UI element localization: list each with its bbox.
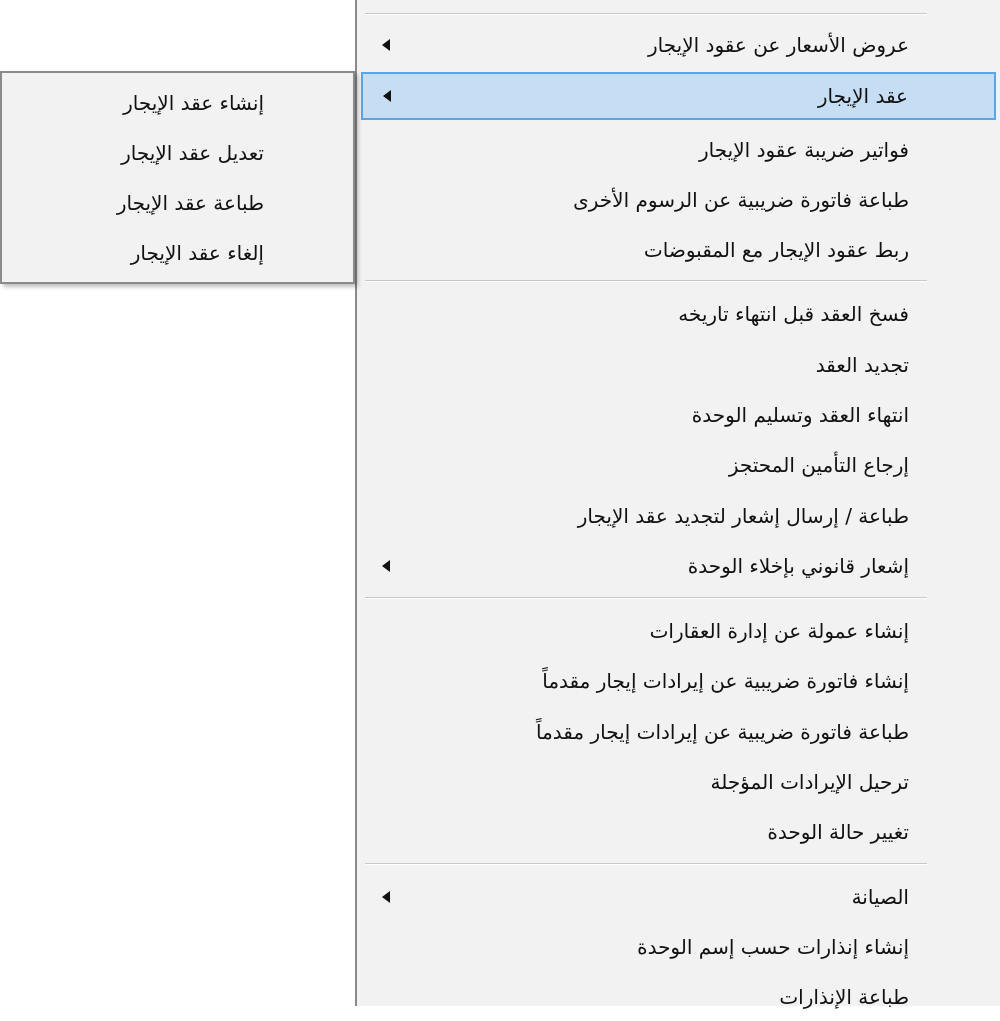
menu-item-label: إنشاء فاتورة ضريبية عن إيرادات إيجار مقدماً xyxy=(542,669,909,693)
menu-item-label: إشعار قانوني بإخلاء الوحدة xyxy=(687,554,909,578)
menu-item-end-contract-handover[interactable] xyxy=(361,391,996,439)
menu-item-label: عروض الأسعار عن عقود الإيجار xyxy=(648,33,909,57)
menu-item-link-leases-receipts[interactable] xyxy=(361,226,996,274)
submenu-item-label: طباعة عقد الإيجار xyxy=(116,191,264,215)
menu-item-label: إنشاء إنذارات حسب إسم الوحدة xyxy=(637,935,909,959)
menu-item-label: إرجاع التأمين المحتجز xyxy=(728,453,909,477)
menu-item-lease-tax-invoices[interactable] xyxy=(361,126,996,174)
submenu-arrow-icon xyxy=(382,560,390,572)
menu-item-label: طباعة فاتورة ضريبية عن الرسوم الأخرى xyxy=(573,188,909,212)
menu-item-print-advance-rent-invoice[interactable] xyxy=(361,708,996,756)
menu-item-print-warnings[interactable] xyxy=(361,973,996,1021)
menu-item-change-unit-status[interactable] xyxy=(361,808,996,856)
menu-item-label: ترحيل الإيرادات المؤجلة xyxy=(710,770,909,794)
submenu-arrow-icon xyxy=(383,90,391,102)
lease-contract-submenu xyxy=(0,71,355,284)
menu-item-print-other-fees-invoice[interactable] xyxy=(361,176,996,224)
submenu-item-cancel-lease[interactable] xyxy=(5,230,350,276)
submenu-item-label: إنشاء عقد الإيجار xyxy=(123,91,264,115)
menu-separator xyxy=(365,280,927,282)
menu-separator xyxy=(365,597,927,599)
menu-item-lease-contract[interactable] xyxy=(361,72,996,120)
submenu-arrow-icon xyxy=(382,891,390,903)
submenu-item-label: إلغاء عقد الإيجار xyxy=(130,241,264,265)
menu-item-label: فسخ العقد قبل انتهاء تاريخه xyxy=(678,302,909,326)
submenu-item-label: تعديل عقد الإيجار xyxy=(121,141,264,165)
menu-separator xyxy=(365,13,927,15)
menu-item-label: طباعة الإنذارات xyxy=(779,985,909,1009)
menu-item-renew-contract[interactable] xyxy=(361,341,996,389)
menu-item-label: انتهاء العقد وتسليم الوحدة xyxy=(691,403,909,427)
menu-item-management-commission[interactable] xyxy=(361,607,996,655)
menu-separator xyxy=(365,863,927,865)
submenu-item-print-lease[interactable] xyxy=(5,180,350,226)
menu-item-label: الصيانة xyxy=(851,885,909,909)
menu-item-early-termination[interactable] xyxy=(361,290,996,338)
menu-item-label: تجديد العقد xyxy=(815,353,909,377)
menu-item-label: فواتير ضريبة عقود الإيجار xyxy=(699,138,909,162)
menu-item-refund-deposit[interactable] xyxy=(361,441,996,489)
submenu-arrow-icon xyxy=(382,39,390,51)
menu-item-eviction-notice[interactable] xyxy=(361,542,996,590)
submenu-item-create-lease[interactable] xyxy=(5,80,350,126)
menu-item-create-warnings-by-unit[interactable] xyxy=(361,923,996,971)
menu-item-label: طباعة فاتورة ضريبية عن إيرادات إيجار مقدماً xyxy=(536,720,909,744)
menu-item-label: طباعة / إرسال إشعار لتجديد عقد الإيجار xyxy=(577,504,909,528)
submenu-item-edit-lease[interactable] xyxy=(5,130,350,176)
menu-item-create-advance-rent-invoice[interactable] xyxy=(361,657,996,705)
menu-item-maintenance[interactable] xyxy=(361,873,996,921)
menu-item-label: تغيير حالة الوحدة xyxy=(767,820,909,844)
menu-item-post-deferred-revenue[interactable] xyxy=(361,758,996,806)
menu-item-label: ربط عقود الإيجار مع المقبوضات xyxy=(643,238,909,262)
menu-item-label: عقد الإيجار xyxy=(817,84,908,108)
menu-item-lease-quotations[interactable] xyxy=(361,21,996,69)
context-menu xyxy=(355,0,1000,1009)
menu-item-renewal-notice[interactable] xyxy=(361,492,996,540)
menu-item-label: إنشاء عمولة عن إدارة العقارات xyxy=(649,619,909,643)
